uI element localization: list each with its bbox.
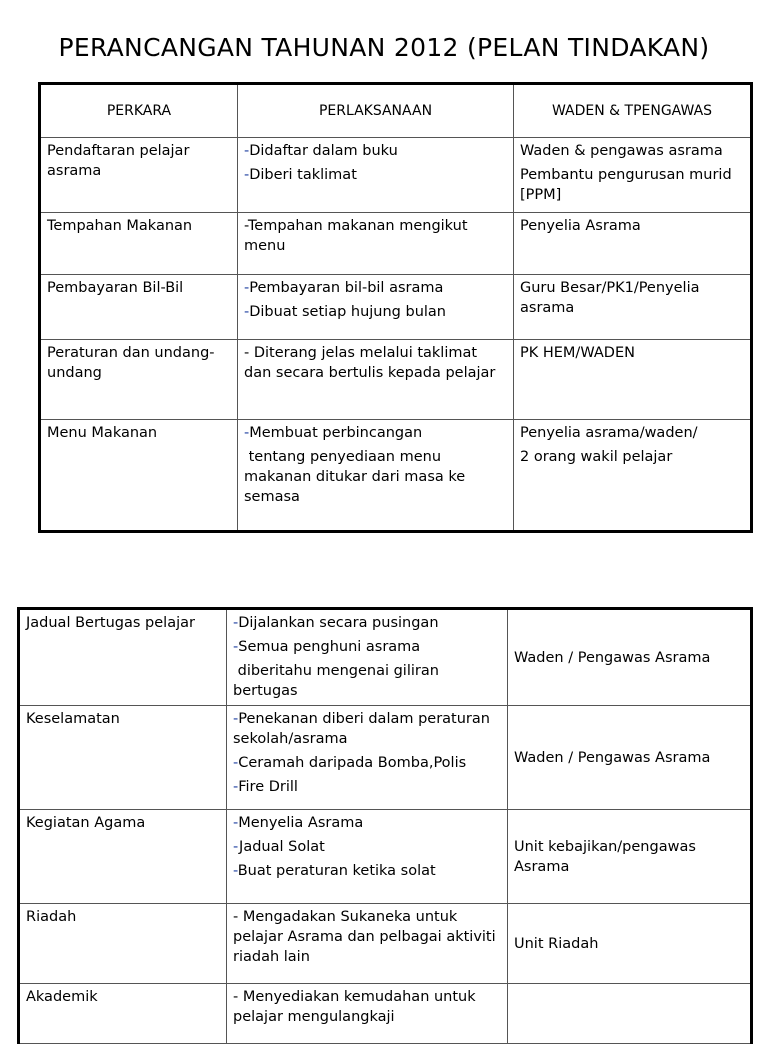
cell-perlaksanaan: -Membuat perbincangan tentang penyediaan menu makanan ditukar dari masa ke semasa [238, 420, 514, 532]
cell-waden: Unit kebajikan/pengawas Asrama [508, 810, 752, 904]
cell-perlaksanaan: -Tempahan makanan mengikut menu [238, 213, 514, 275]
bullet-line: -Dibuat setiap hujung bulan [244, 304, 446, 320]
bullet-line: -Jadual Solat [233, 839, 325, 855]
cell-perlaksanaan [227, 706, 508, 810]
bullet-line: -Buat peraturan ketika solat [233, 863, 436, 879]
cell-perlaksanaan: - Mengadakan Sukaneka untuk pelajar Asrama dan pelbagai aktiviti riadah lain [227, 904, 508, 984]
header-perkara: PERKARA [40, 84, 238, 138]
page-title: PERANCANGAN TAHUNAN 2012 (PELAN TINDAKAN) [58, 33, 710, 62]
cell-waden [508, 984, 752, 1044]
cell-perkara: Pembayaran Bil-Bil [40, 275, 238, 340]
bullet-line: -Ceramah daripada Bomba,Polis [233, 755, 467, 771]
cell-waden: Penyelia asrama/waden/ 2 orang wakil pelajar [514, 420, 752, 532]
cell-waden: Waden / Pengawas Asrama [508, 609, 752, 706]
cell-perkara: Jadual Bertugas pelajar [19, 609, 227, 706]
table-row [40, 213, 752, 275]
cell-waden: Waden & pengawas asrama Pembantu pengurusan murid [PPM] [514, 138, 752, 213]
cell-perkara: Kegiatan Agama [19, 810, 227, 904]
bullet-line: -Pembayaran bil-bil asrama [244, 280, 444, 296]
table-row [40, 340, 752, 420]
cell-perlaksanaan [238, 275, 514, 340]
cell-waden: PK HEM/WADEN [514, 340, 752, 420]
table-row [19, 706, 752, 810]
action-plan-table-2 [17, 607, 753, 1044]
table-row [19, 609, 752, 706]
cell-perkara: Pendaftaran pelajar asrama [40, 138, 238, 213]
table-row [40, 420, 752, 532]
bullet-line: -Didaftar dalam buku [244, 143, 398, 159]
bullet-line: -Diberi taklimat [244, 167, 357, 183]
table-row [40, 275, 752, 340]
table-header-row [40, 84, 752, 138]
cell-perlaksanaan: - Menyediakan kemudahan untuk pelajar mengulangkaji [227, 984, 508, 1044]
header-waden: WADEN & TPENGAWAS [514, 84, 752, 138]
cell-waden: Guru Besar/PK1/Penyelia asrama [514, 275, 752, 340]
table-row [19, 984, 752, 1044]
bullet-line: -Penekanan diberi dalam peraturan sekolah/asrama [233, 711, 490, 747]
cell-waden: Unit Riadah [508, 904, 752, 984]
bullet-line: -Menyelia Asrama [233, 815, 364, 831]
cell-perlaksanaan: -Dijalankan secara pusingan -Semua penghuni asrama diberitahu mengenai giliran bertugas [227, 609, 508, 706]
table-row [40, 138, 752, 213]
cell-perkara: Keselamatan [19, 706, 227, 810]
cell-waden: Waden / Pengawas Asrama [508, 706, 752, 810]
cell-perkara: Tempahan Makanan [40, 213, 238, 275]
bullet-line: -Semua penghuni asrama [233, 639, 421, 655]
header-perlaksanaan: PERLAKSANAAN [238, 84, 514, 138]
cell-perlaksanaan [227, 810, 508, 904]
cell-perlaksanaan: - Diterang jelas melalui taklimat dan secara bertulis kepada pelajar [238, 340, 514, 420]
cell-perkara: Peraturan dan undang-undang [40, 340, 238, 420]
cell-waden: Penyelia Asrama [514, 213, 752, 275]
cell-perkara: Akademik [19, 984, 227, 1044]
table-row [19, 810, 752, 904]
cell-perkara: Riadah [19, 904, 227, 984]
cell-perlaksanaan [238, 138, 514, 213]
bullet-line: -Membuat perbincangan [244, 425, 423, 441]
bullet-line: -Fire Drill [233, 779, 298, 795]
table-row [19, 904, 752, 984]
bullet-line: -Dijalankan secara pusingan [233, 615, 439, 631]
action-plan-table-1 [38, 82, 753, 533]
cell-perkara: Menu Makanan [40, 420, 238, 532]
